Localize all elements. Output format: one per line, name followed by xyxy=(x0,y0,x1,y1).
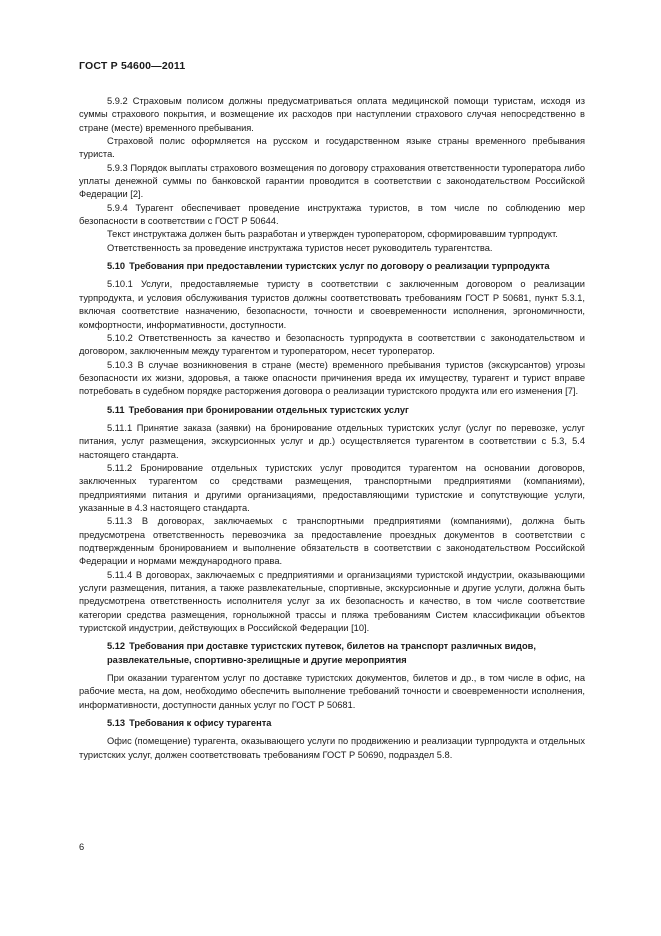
paragraph: При оказании турагентом услуг по доставке туристских документов, билетов и др., в том числе в офис, на рабочие места, на дом, необходимо обеспечить выполнение требований точности и своевременности исполнения, информативности, доступности данных услуг по ГОСТ Р 50681. xyxy=(79,673,585,710)
paragraph: Ответственность за проведение инструктажа туристов несет руководитель турагентства. xyxy=(107,242,493,253)
paragraph: 5.9.4 Турагент обеспечивает проведение инструктажа туристов, в том числе по соблюдению мер безопасности в соответствии с ГОСТ Р 50644. xyxy=(79,202,585,227)
paragraph: 5.10.2 Ответственность за качество и безопасность турпродукта в соответствии с законодательством и договором, заключенным между турагентом и туроператором, несет туроператор. xyxy=(79,332,585,357)
section-number: 5.11 xyxy=(107,404,125,415)
section-title: Требования к офису турагента xyxy=(129,718,272,729)
section-heading xyxy=(79,404,585,417)
paragraph: Офис (помещение) турагента, оказывающего услуги по продвижению и реализации турпродукта и отдельных туристских услуг, должен соответствовать требованиям ГОСТ Р 50690, подраздел 5.8. xyxy=(79,736,585,760)
document-header: ГОСТ Р 54600—2011 xyxy=(79,60,186,72)
paragraph: Страховой полис оформляется на русском и государственном языке страны временного пребывания туриста. xyxy=(79,136,585,160)
section-heading xyxy=(79,640,585,667)
document-body xyxy=(79,95,585,762)
section-number: 5.13 xyxy=(107,718,126,729)
paragraph: 5.10.3 В случае возникновения в стране (месте) временного пребывания туристов (экскурсантов) угрозы безопасности их жизни, здоровья, а также опасности причинения вреда их имуществу, турагент и турист вправе потребовать в судебном порядке расторжения договора о реализации туристского продукта или его изменения [7]. xyxy=(79,359,585,397)
paragraph: 5.9.3 Порядок выплаты страхового возмещения по договору страхования ответственности туроператора либо уплаты денежной суммы по банковской гарантии проводится в соответствии с законодательством Российской Федерации [2]. xyxy=(79,162,585,200)
section-title: Требования при предоставлении туристских услуг по договору о реализации турпродукта xyxy=(129,261,550,272)
paragraph: 5.11.4 В договорах, заключаемых с предприятиями и организациями туристской индустрии, оказывающими услуги размещения, питания, а также развлекательные, спортивные, экскурсионные и другие услуги, должна быть предусмотрена ответственность исполнителя услуг за их безопасность и качество, в том числе соответствие категории средства размещения, горнолыжной трассы и пляжа требованиям Систем классификации объектов туристской индустрии, действующих в Российской Федерации [10]. xyxy=(79,569,585,634)
section-heading xyxy=(79,260,585,273)
section-number: 5.10 xyxy=(107,261,126,272)
paragraph: 5.11.1 Принятие заказа (заявки) на бронирование отдельных туристских услуг (услуг по перевозке, услуг питания, услуг размещения, экскурсионных услуг и др.) осуществляется турагентом в соответствии с 5.3, 5.4 настоящего стандарта. xyxy=(79,422,585,460)
paragraph: 5.9.2 Страховым полисом должны предусматриваться оплата медицинской помощи туристам, исходя из суммы страхового покрытия, и возмещение их расходов при наступлении страхового случая непосредственно в стране (месте) временного пребывания. xyxy=(79,96,585,133)
paragraph: 5.11.3 В договорах, заключаемых с транспортными предприятиями (компаниями), должна быть предусмотрена ответственность перевозчика за предоставление проездных документов в соответствии с подтвержденным бронированием и выполнение обязательств в соответствии с законодательством Российской Федерации и нормами международного права. xyxy=(79,516,585,567)
section-title: Требования при бронировании отдельных туристских услуг xyxy=(128,404,409,415)
paragraph: 5.11.2 Бронирование отдельных туристских услуг проводится турагентом на основании договоров, заключенных турагентом со средствами размещения, транспортными предприятиями (компаниями), предприятиями питания и другими организациями, предоставляющими туристские и сопутствующие услуги, указанные в 4.3 настоящего стандарта. xyxy=(79,462,585,513)
section-number: 5.12 xyxy=(107,641,126,652)
paragraph: Текст инструктажа должен быть разработан и утвержден туроператором, сформировавшим турпродукт. xyxy=(107,229,558,240)
section-heading xyxy=(79,717,585,730)
paragraph: 5.10.1 Услуги, предоставляемые туристу в соответствии с заключенным договором о реализации турпродукта, и условия обслуживания туристов должны соответствовать требованиям ГОСТ Р 50681, пункт 5.3.1, включая соответствие назначению, безопасности, точности и своевременности исполнения, эргономичности, комфортности, информативности, доступности. xyxy=(79,279,585,330)
section-title: Требования при доставке туристских путевок, билетов на транспорт различных видов, развлекательные, спортивно-зрелищные и другие мероприятия xyxy=(107,641,536,665)
page-number: 6 xyxy=(79,842,85,852)
